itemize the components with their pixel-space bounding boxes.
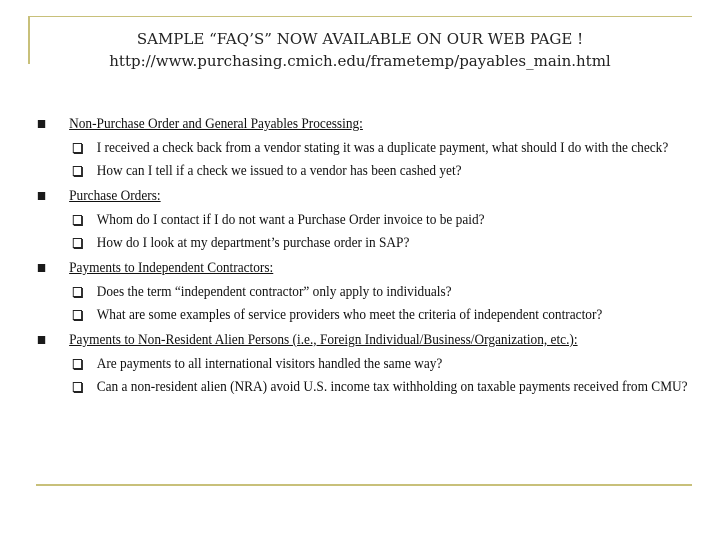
list-item [36, 210, 698, 231]
checkbox-bullet-icon [73, 238, 82, 248]
list-item [36, 377, 698, 398]
square-bullet-icon [38, 120, 45, 128]
slide-title [40, 28, 680, 72]
checkbox-bullet-icon [73, 310, 82, 320]
section-heading: Payments to Independent Contractors: [69, 260, 274, 276]
frame-left-rule [28, 16, 30, 64]
faq-list [36, 112, 688, 400]
checkbox-bullet-icon [73, 166, 82, 176]
section-heading: Non-Purchase Order and General Payables Processing: [69, 116, 363, 132]
question-text: Whom do I contact if I do not want a Purchase Order invoice to be paid? [96, 212, 485, 228]
list-item [36, 233, 698, 254]
frame-top-rule [28, 16, 692, 17]
section-heading: Purchase Orders: [69, 188, 161, 204]
question-text: What are some examples of service providers who meet the criteria of independent contractor? [96, 307, 603, 323]
web-page-url[interactable]: http://www.purchasing.cmich.edu/frametemp/payables_main.html [109, 52, 611, 70]
square-bullet-icon [38, 264, 45, 272]
faq-section-independent-contractors [36, 256, 698, 326]
faq-section-non-resident-aliens [36, 328, 698, 398]
faq-section-purchase-orders [36, 184, 698, 254]
checkbox-bullet-icon [73, 382, 82, 392]
section-heading: Payments to Non-Resident Alien Persons (i.e., Foreign Individual/Business/Organization, etc.): [69, 332, 578, 348]
checkbox-bullet-icon [73, 143, 82, 153]
question-text: Does the term “independent contractor” only apply to individuals? [96, 284, 452, 300]
square-bullet-icon [38, 336, 45, 344]
list-item [36, 282, 698, 303]
list-item [36, 161, 698, 182]
frame-bottom-rule [36, 484, 692, 486]
list-item [36, 138, 698, 159]
checkbox-bullet-icon [73, 359, 82, 369]
square-bullet-icon [38, 192, 45, 200]
question-text: Are payments to all international visitors handled the same way? [96, 356, 443, 372]
question-text: How do I look at my department’s purchase order in SAP? [96, 235, 410, 251]
list-item [36, 305, 698, 326]
question-text: Can a non-resident alien (NRA) avoid U.S. income tax withholding on taxable payments received from CMU? [96, 379, 688, 395]
checkbox-bullet-icon [73, 215, 82, 225]
title-line: SAMPLE “FAQ’S” NOW AVAILABLE ON OUR WEB PAGE ! [136, 30, 584, 48]
question-text: How can I tell if a check we issued to a vendor has been cashed yet? [96, 163, 462, 179]
list-item [36, 354, 698, 375]
checkbox-bullet-icon [73, 287, 82, 297]
faq-section-payables [36, 112, 698, 182]
question-text: I received a check back from a vendor stating it was a duplicate payment, what should I do with the check? [96, 140, 669, 156]
